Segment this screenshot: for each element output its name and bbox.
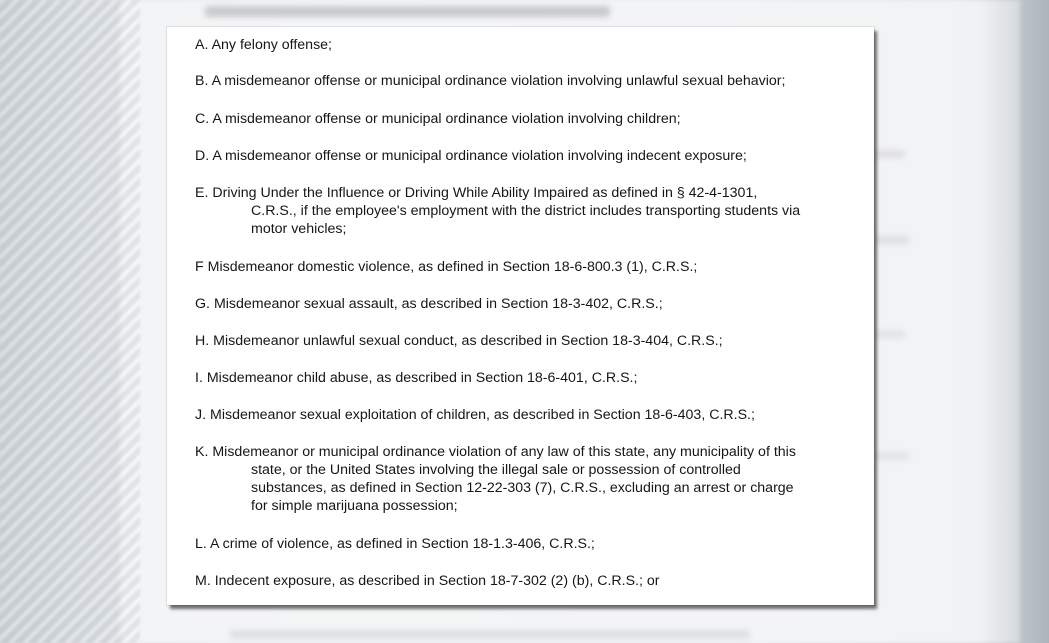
item-text: Any felony offense; [211, 37, 332, 53]
item-letter: C. [195, 111, 210, 127]
item-text: A misdemeanor offense or municipal ordinance violation involving unlawful sexual behavior; [211, 73, 786, 89]
item-letter: H. [195, 333, 210, 349]
blurred-text-line [875, 236, 909, 244]
item-letter: F [195, 259, 204, 275]
item-continuation-line: for simple marijuana possession; [251, 498, 458, 514]
list-item-l [195, 535, 870, 553]
list-item-j [195, 406, 870, 424]
item-text: A misdemeanor offense or municipal ordinance violation involving children; [212, 111, 681, 127]
item-continuation-line: state, or the United States involving the illegal sale or possession of controlled [251, 462, 741, 478]
item-letter: A. [195, 37, 209, 53]
blurred-text-line [875, 330, 905, 338]
list-item-m [195, 572, 870, 590]
item-letter: K. [195, 444, 209, 460]
item-letter: D. [195, 148, 210, 164]
item-letter: L. [195, 536, 207, 552]
item-letter: I. [195, 370, 203, 386]
blurred-backdrop-right [979, 0, 1049, 643]
item-text: Misdemeanor sexual assault, as described in Section 18-3-402, C.R.S.; [213, 296, 663, 312]
item-continuation-line: C.R.S., if the employee's employment with the district includes transporting students via [251, 203, 801, 219]
item-letter: G. [195, 296, 210, 312]
item-letter: M. [195, 573, 211, 589]
list-item-f [195, 258, 870, 276]
item-text: Driving Under the Influence or Driving While Ability Impaired as defined in § 42-4-1301, [212, 185, 758, 201]
list-item-h [195, 332, 870, 350]
item-letter: E. [195, 185, 209, 201]
document-excerpt [167, 27, 874, 605]
item-letter: J. [195, 407, 207, 423]
item-letter: B. [195, 73, 209, 89]
item-text: Misdemeanor sexual exploitation of children, as described in Section 18-6-403, C.R.S.; [210, 407, 755, 423]
blurred-striped-backdrop-left [0, 0, 140, 643]
blurred-text-line [230, 630, 750, 639]
blurred-text-line [205, 6, 610, 17]
list-item-g [195, 295, 870, 313]
list-item-i [195, 369, 870, 387]
item-text: Misdemeanor child abuse, as described in Section 18-6-401, C.R.S.; [206, 370, 638, 386]
list-item-c [195, 110, 870, 128]
blurred-text-line [875, 150, 905, 158]
blurred-text-line [875, 452, 909, 460]
item-continuation-line: substances, as defined in Section 12-22-303 (7), C.R.S., excluding an arrest or charge [251, 480, 794, 496]
item-text: Indecent exposure, as described in Section 18-7-302 (2) (b), C.R.S.; or [214, 573, 660, 589]
list-item-b [195, 72, 870, 90]
item-continuation-line: motor vehicles; [251, 221, 347, 237]
item-text: Misdemeanor unlawful sexual conduct, as described in Section 18-3-404, C.R.S.; [213, 333, 723, 349]
item-text: A crime of violence, as defined in Section 18-1.3-406, C.R.S.; [210, 536, 595, 552]
item-text: Misdemeanor domestic violence, as defined in Section 18-6-800.3 (1), C.R.S.; [207, 259, 698, 275]
list-item-a [195, 36, 870, 54]
list-item-d [195, 147, 870, 165]
list-item-k [195, 443, 870, 515]
item-text: Misdemeanor or municipal ordinance violation of any law of this state, any municipality of this [212, 444, 796, 460]
list-item-e [195, 184, 870, 238]
item-text: A misdemeanor offense or municipal ordinance violation involving indecent exposure; [212, 148, 747, 164]
